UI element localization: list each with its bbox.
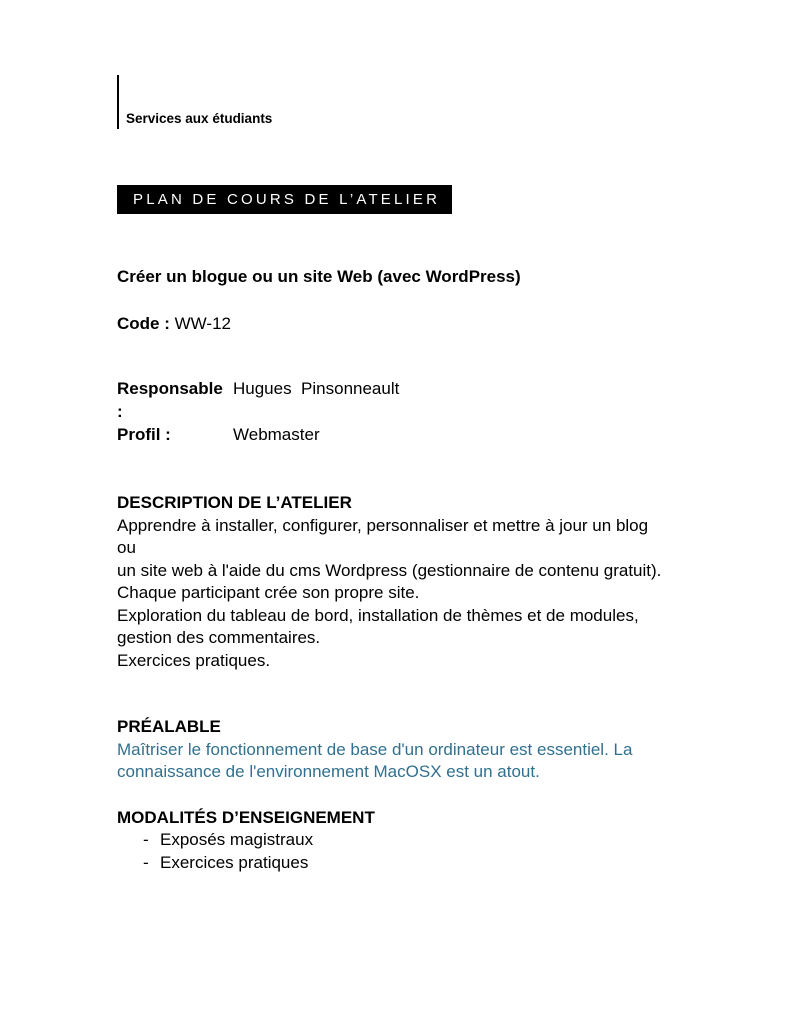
course-staff-block (117, 377, 669, 446)
responsable-label: Responsable : (117, 379, 223, 421)
modalites-section (117, 807, 669, 875)
responsable-value: Hugues Pinsonneault (233, 379, 400, 398)
profil-value: Webmaster (233, 425, 320, 444)
course-code-line (117, 313, 669, 336)
list-marker: - (143, 830, 149, 849)
description-line: Exercices pratiques. (117, 650, 271, 670)
code-label: Code : (117, 313, 170, 333)
course-title: Créer un blogue ou un site Web (avec WordPress) (117, 267, 521, 286)
letterhead-rule (117, 75, 119, 129)
prealable-section (117, 716, 669, 784)
letterhead (117, 75, 669, 129)
list-item (117, 852, 669, 875)
profil-label: Profil : (117, 425, 171, 444)
prealable-line: Maîtriser le fonctionnement de base d'un ordinateur est essentiel. La (117, 739, 633, 759)
description-line: Exploration du tableau de bord, installation de thèmes et de modules, (117, 605, 639, 625)
prealable-heading: PRÉALABLE (117, 717, 221, 736)
list-item-text: Exercices pratiques (160, 852, 309, 872)
description-heading: DESCRIPTION DE L’ATELIER (117, 493, 352, 512)
department-name: Services aux étudiants (126, 111, 273, 126)
description-line: un site web à l'aide du cms Wordpress (gestionnaire de contenu gratuit). (117, 560, 662, 580)
list-marker: - (143, 852, 149, 872)
profil-row (117, 423, 669, 446)
code-value: WW-12 (174, 313, 231, 333)
description-line: gestion des commentaires. (117, 628, 321, 647)
page-title-banner: PLAN DE COURS DE L’ATELIER (117, 185, 452, 214)
prealable-line: connaissance de l'environnement MacOSX est un atout. (117, 762, 540, 781)
list-item (117, 829, 669, 852)
responsable-row (117, 377, 669, 423)
description-section (117, 492, 669, 672)
description-line: Apprendre à installer, configurer, personnaliser et mettre à jour un blog ou (117, 515, 649, 557)
modalites-heading: MODALITÉS D’ENSEIGNEMENT (117, 807, 375, 827)
list-item-text: Exposés magistraux (160, 830, 314, 849)
description-line: Chaque participant crée son propre site. (117, 583, 420, 602)
prealable-text (117, 739, 669, 784)
